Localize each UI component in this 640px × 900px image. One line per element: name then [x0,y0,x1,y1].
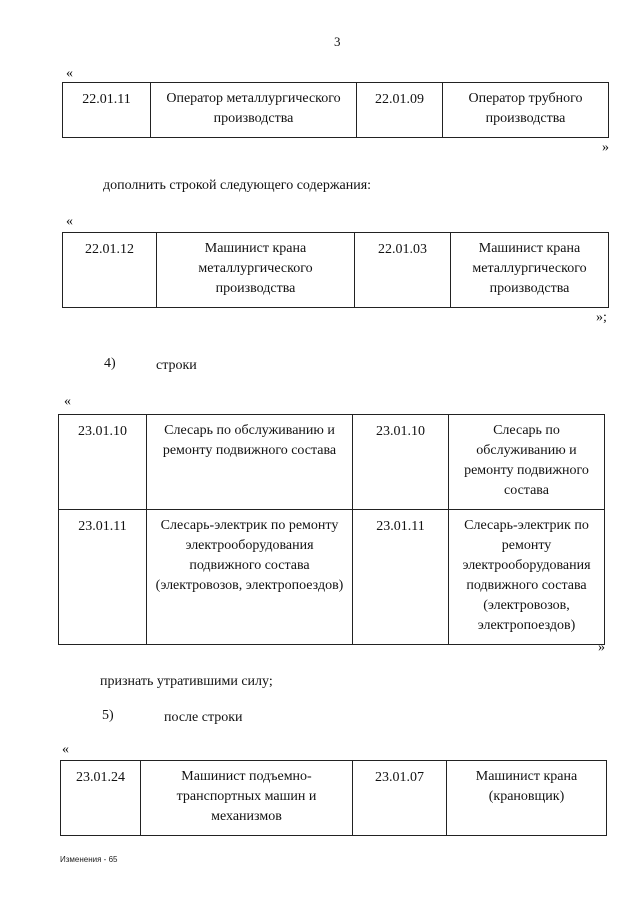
table-cell-code: 23.01.10 [59,415,147,510]
table-row [59,510,605,645]
table-cell-profession: Машинист крана металлургического производства [451,233,609,308]
table-cell-profession: Слесарь по обслуживанию и ремонту подвижного состава [449,415,605,510]
item-5-label: после строки [164,710,243,725]
table-1 [62,82,609,138]
table-cell-code: 22.01.11 [63,83,151,138]
table-cell-code: 23.01.24 [61,761,141,836]
table-cell-profession: Машинист крана (крановщик) [447,761,607,836]
table-cell-code: 22.01.09 [357,83,443,138]
close-quote: » [598,640,605,655]
supplement-instruction: дополнить строкой следующего содержания: [103,178,372,193]
table-row [61,761,607,836]
table-cell-code: 22.01.03 [355,233,451,308]
item-5-number: 5) [102,708,114,723]
open-quote: « [62,742,69,757]
close-quote: » [602,140,609,155]
table-cell-profession: Оператор металлургического производства [151,83,357,138]
table-cell-code: 23.01.11 [59,510,147,645]
item-4-label: строки [156,358,197,373]
item-4-number: 4) [104,356,116,371]
table-row [63,233,609,308]
open-quote: « [64,394,71,409]
table-cell-code: 23.01.07 [353,761,447,836]
table-cell-profession: Слесарь-электрик по ремонту электрооборудования подвижного состава (электровозов, электропоездов) [147,510,353,645]
table-cell-profession: Слесарь-электрик по ремонту электрооборудования подвижного состава (электровозов, электропоездов) [449,510,605,645]
table-cell-code: 22.01.12 [63,233,157,308]
table-cell-code: 23.01.11 [353,510,449,645]
close-quote-semicolon: »; [596,310,607,325]
table-cell-profession: Оператор трубного производства [443,83,609,138]
table-3 [58,414,605,645]
open-quote: « [66,214,73,229]
table-cell-profession: Машинист подъемно-транспортных машин и механизмов [141,761,353,836]
page-number: 3 [334,34,341,49]
invalidate-instruction: признать утратившими силу; [100,674,273,689]
table-cell-profession: Слесарь по обслуживанию и ремонту подвижного состава [147,415,353,510]
table-cell-profession: Машинист крана металлургического производства [157,233,355,308]
open-quote: « [66,66,73,81]
footer-note: Изменения - 65 [60,855,118,864]
table-row [63,83,609,138]
table-cell-code: 23.01.10 [353,415,449,510]
table-2 [62,232,609,308]
table-row [59,415,605,510]
table-4 [60,760,607,836]
